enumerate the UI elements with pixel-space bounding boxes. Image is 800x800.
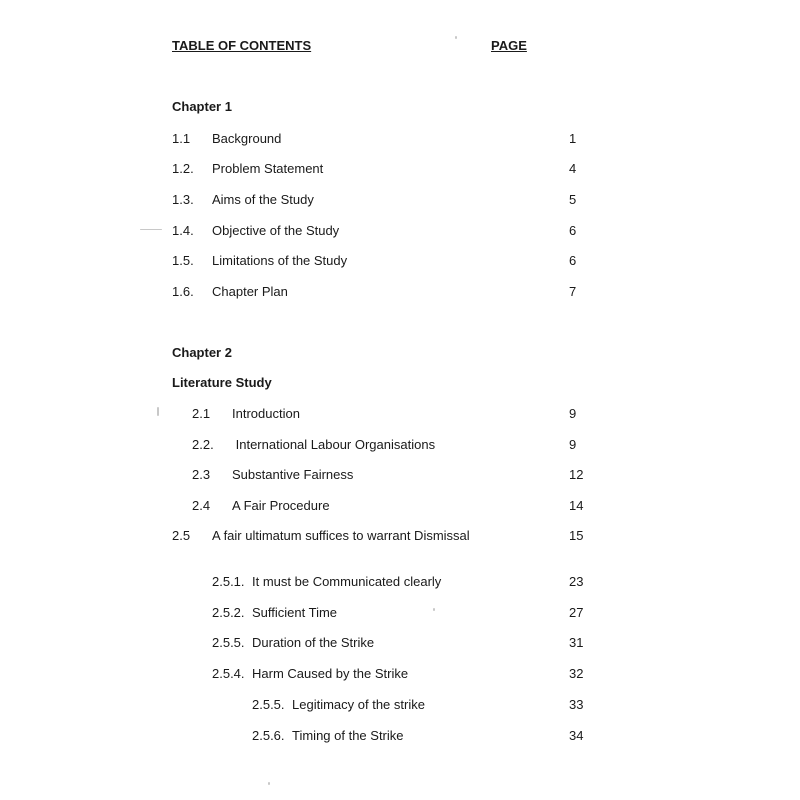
entry-number: 2.5.1. — [212, 574, 245, 589]
entry-page: 15 — [569, 528, 584, 543]
entry-number: 1.6. — [172, 284, 194, 299]
scan-speck — [157, 407, 159, 416]
entry-number: 2.5.5. — [252, 697, 285, 712]
entry-title: A fair ultimatum suffices to warrant Dismissal — [212, 528, 470, 543]
entry-page: 33 — [569, 697, 584, 712]
entry-page: 12 — [569, 467, 584, 482]
entry-number: 2.2. — [192, 437, 214, 452]
chapter-2-subheading: Literature Study — [172, 375, 272, 390]
entry-number: 2.4 — [192, 498, 211, 513]
entry-page: 23 — [569, 574, 584, 589]
entry-title: Duration of the Strike — [252, 635, 375, 650]
entry-number: 1.5. — [172, 253, 194, 268]
entry-page: 14 — [569, 498, 584, 513]
entry-title: Introduction — [232, 406, 300, 421]
entry-title: A Fair Procedure — [232, 498, 330, 513]
entry-number: 1.4. — [172, 223, 194, 238]
entry-page: 9 — [569, 437, 577, 452]
entry-page: 9 — [569, 406, 577, 421]
scan-speck — [268, 782, 270, 785]
entry-number: 1.2. — [172, 161, 194, 176]
entry-title: Aims of the Study — [212, 192, 314, 207]
entry-number: 2.5.5. — [212, 635, 245, 650]
scan-speck — [455, 36, 457, 39]
entry-page: 7 — [569, 284, 577, 299]
entry-number: 2.5.4. — [212, 666, 245, 681]
entry-page: 34 — [569, 728, 584, 743]
entry-title: Problem Statement — [212, 161, 324, 176]
toc-heading: TABLE OF CONTENTS — [172, 38, 312, 53]
entry-page: 6 — [569, 223, 577, 238]
entry-number: 1.1 — [172, 131, 191, 146]
chapter-2-heading: Chapter 2 — [172, 345, 232, 360]
entry-page: 27 — [569, 605, 584, 620]
entry-number: 2.5.2. — [212, 605, 245, 620]
entry-number: 1.3. — [172, 192, 194, 207]
entry-title: Objective of the Study — [212, 223, 340, 238]
entry-page: 32 — [569, 666, 584, 681]
entry-number: 2.1 — [192, 406, 211, 421]
entry-number: 2.5 — [172, 528, 191, 543]
entry-number: 2.5.6. — [252, 728, 285, 743]
entry-page: 31 — [569, 635, 584, 650]
entry-page: 1 — [569, 131, 577, 146]
entry-title: Chapter Plan — [212, 284, 288, 299]
entry-page: 4 — [569, 161, 577, 176]
entry-number: 2.3 — [192, 467, 211, 482]
scan-speck — [140, 229, 162, 230]
entry-title: Legitimacy of the strike — [292, 697, 425, 712]
page-column-heading: PAGE — [491, 38, 527, 53]
entry-page: 6 — [569, 253, 577, 268]
entry-title: Sufficient Time — [252, 605, 338, 620]
entry-title: Substantive Fairness — [232, 467, 354, 482]
entry-title: Limitations of the Study — [212, 253, 348, 268]
entry-title: It must be Communicated clearly — [252, 574, 442, 589]
chapter-1-heading: Chapter 1 — [172, 99, 232, 114]
entry-title: Timing of the Strike — [292, 728, 404, 743]
entry-title: Harm Caused by the Strike — [252, 666, 409, 681]
entry-page: 5 — [569, 192, 577, 207]
entry-title: Background — [212, 131, 282, 146]
scan-speck — [433, 608, 435, 611]
entry-title: International Labour Organisations — [232, 437, 436, 452]
